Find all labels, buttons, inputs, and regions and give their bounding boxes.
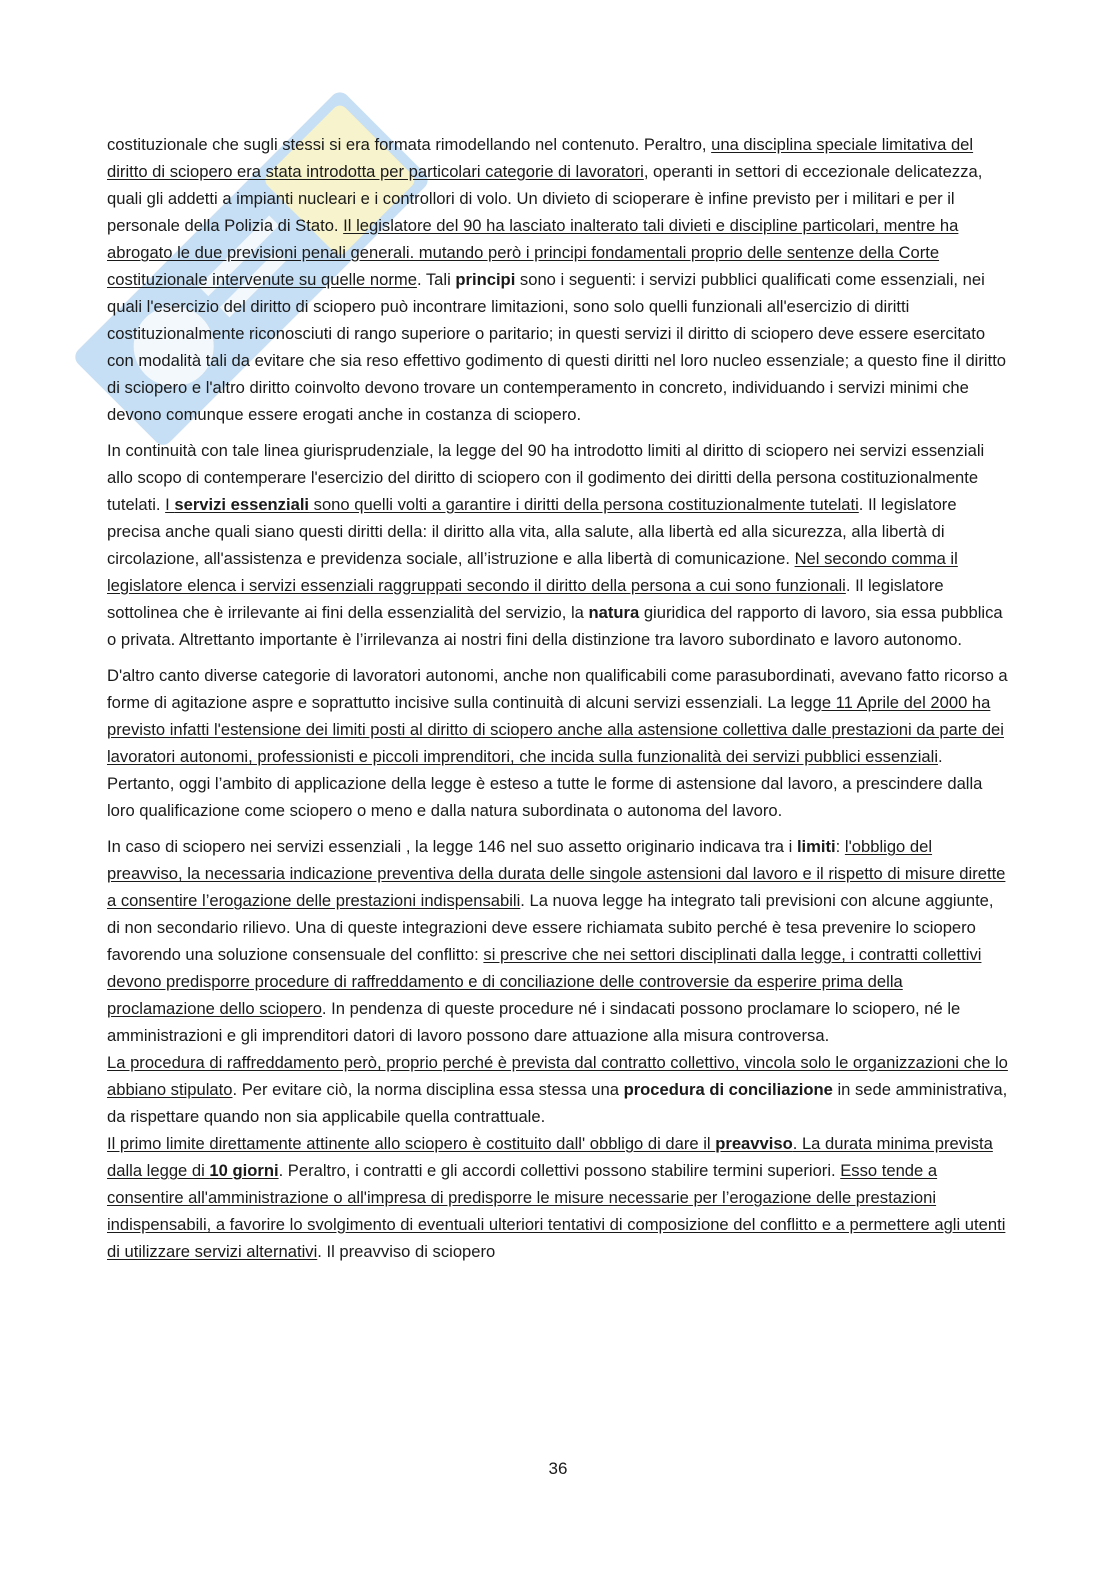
paragraph [107, 131, 1009, 428]
text-segment: . La nuova legge ha integrato tali previsioni con alcune aggiunte, di non secondario rilievo. Una di queste integrazioni deve essere richiamata subito perché è tesa prevenire lo sciopero favorendo una soluzione consensuale del conflitto: [107, 891, 994, 964]
text-segment: . In pendenza di queste procedure né i sindacati possono proclamare lo sciopero, né le amministrazioni e gli imprenditori datori di lavoro possono dare attuazione alla misura controversa. [107, 999, 961, 1045]
text-segment: Nel secondo comma il legislatore elenca i servizi essenziali raggruppati secondo il diritto della persona a cui sono funzionali [107, 549, 958, 595]
text-segment: costituzionale che sugli stessi si era formata rimodellando nel contenuto. Peraltro, [107, 135, 712, 154]
paragraph [107, 833, 1009, 1049]
text-segment: D'altro canto diverse categorie di lavoratori autonomi, anche non qualificabili come parasubordinati, avevano fatto ricorso a forme di agitazione aspre e soprattutto incisive sulla continuità di alcuni servizi essenziali. La le [107, 666, 1008, 712]
document-body [107, 131, 1009, 1265]
text-segment: 10 giorni [209, 1161, 279, 1180]
text-segment: preavviso [715, 1134, 793, 1153]
text-segment: La procedura di raffreddamento però, proprio perché è prevista dal contratto collettivo, vincola solo le organizzazioni che lo abbiano stipulato [107, 1053, 1008, 1099]
text-segment: In caso di sciopero nei servizi essenziali , la legge 146 nel suo assetto originario indicava tra i [107, 837, 797, 856]
text-segment: In continuità con tale linea giurisprudenziale, la legge del 90 ha introdotto limiti al diritto di sciopero nei servizi essenziali allo scopo di contemperare l'esercizio del diritto di sciopero con il godimento dei diritti della persona costituzionalmente tutelati. [107, 441, 985, 514]
text-segment: . Il legislatore sottolinea che è irrilevante ai fini della essenzialità del servizio, la [107, 576, 944, 622]
text-segment: natura [588, 603, 640, 622]
text-segment: Il legislatore del 90 ha lasciato inalterato tali divieti e discipline particolari, mentre ha abrogato le due previsioni penali generali. mutando però i principi fondamentali proprio delle sentenze della Corte costituzionale intervenute su quelle norme [107, 216, 959, 289]
text-segment: giuridica del rapporto di lavoro, sia essa pubblica o privata. Altrettanto importante è l’irrilevanza ai nostri fini della distinzione tra lavoro subordinato e lavoro autonomo. [107, 603, 1003, 649]
text-segment: : [835, 837, 845, 856]
text-segment: in sede amministrativa, da rispettare quando non sia applicabile quella contrattuale. [107, 1080, 1008, 1126]
paragraph [107, 662, 1009, 824]
paragraph [107, 437, 1009, 653]
text-segment: . Il preavviso di sciopero [317, 1242, 496, 1261]
paragraph [107, 1130, 1009, 1265]
text-segment: servizi essenziali [174, 495, 310, 514]
text-segment: . La durata minima prevista dalla legge di [107, 1134, 993, 1180]
text-segment: , operanti in settori di eccezionale delicatezza, quali gli addetti a impianti nucleari e i controllori di volo. Un divieto di scioperare è infine previsto per i militari e per il personale della Polizia di Stato. [107, 162, 983, 235]
text-segment: una disciplina speciale limitativa del diritto di sciopero era stata introdotta per particolari categorie di lavoratori [107, 135, 974, 181]
text-segment: . Tali [416, 270, 456, 289]
page-number: 36 [548, 1459, 568, 1478]
text-segment: si prescrive che nei settori disciplinati dalla legge, i contratti collettivi devono predisporre procedure di raffreddamento e di conciliazione delle controversie da esperire prima della proclamazione dello sciopero [107, 945, 982, 1018]
text-segment: sono i seguenti: i servizi pubblici qualificati come essenziali, nei quali l'esercizio del diritto di sciopero può incontrare limitazioni, sono solo quelli funzionali all'esercizio di diritti costituzionalmente riconosciuti di rango superiore o paritario; in questi servizi il diritto di sciopero deve essere esercitato con modalità tali da evitare che sia reso effettivo godimento di questi diritti nel loro nucleo essenziale; a questo fine il diritto di sciopero e l'altro diritto coinvolto devono trovare un contemperamento in concreto, individuando i servizi minimi che devono comunque essere erogati anche in costanza di sciopero. [107, 270, 1007, 424]
text-segment: limiti [796, 837, 836, 856]
text-segment: I [165, 495, 175, 514]
text-segment: Il primo limite direttamente attinente allo sciopero è costituito dall' obbligo di dare il [107, 1134, 716, 1153]
text-segment: sono quelli volti a garantire i diritti della persona costituzionalmente tutelati [309, 495, 859, 514]
text-segment: principi [455, 270, 516, 289]
text-segment: . Per evitare ciò, la norma disciplina essa stessa una [232, 1080, 624, 1099]
paragraph [107, 1049, 1009, 1130]
text-segment: Esso tende a consentire all'amministrazione o all'impresa di predisporre le misure necessarie per l’erogazione delle prestazioni indispensabili, a favorire lo svolgimento di eventuali ulteriori tentativi di composizione del conflitto e a permettere agli utenti di utilizzare servizi alternativi [107, 1161, 1006, 1261]
text-segment: . Peraltro, i contratti e gli accordi collettivi possono stabilire termini superiori. [278, 1161, 841, 1180]
text-segment: . Pertanto, oggi l’ambito di applicazione della legge è esteso a tutte le forme di astensione dal lavoro, a prescindere dalla loro qualificazione come sciopero o meno e dalla natura subordinata o autonoma del lavoro. [107, 747, 983, 820]
text-segment: . Il legislatore precisa anche quali siano questi diritti della: il diritto alla vita, alla salute, alla libertà ed alla sicurezza, alla libertà di circolazione, all'assistenza e previdenza sociale, all’istruzione e alla libertà di comunicazione. [107, 495, 957, 568]
text-segment: l'obbligo del preavviso, la necessaria indicazione preventiva della durata delle singole astensioni dal lavoro e il rispetto di misure dirette a consentire l’erogazione delle prestazioni indispensabili [107, 837, 1006, 910]
text-segment: gge 11 Aprile del 2000 ha previsto infatti l'estensione dei limiti posti al diritto di sciopero anche alla astensione collettiva dalle prestazioni da parte dei lavoratori autonomi, professionisti e piccoli imprenditori, che incida sulla funzionalità dei servizi pubblici essenziali [107, 693, 1004, 766]
text-segment: procedura di conciliazione [623, 1080, 833, 1099]
